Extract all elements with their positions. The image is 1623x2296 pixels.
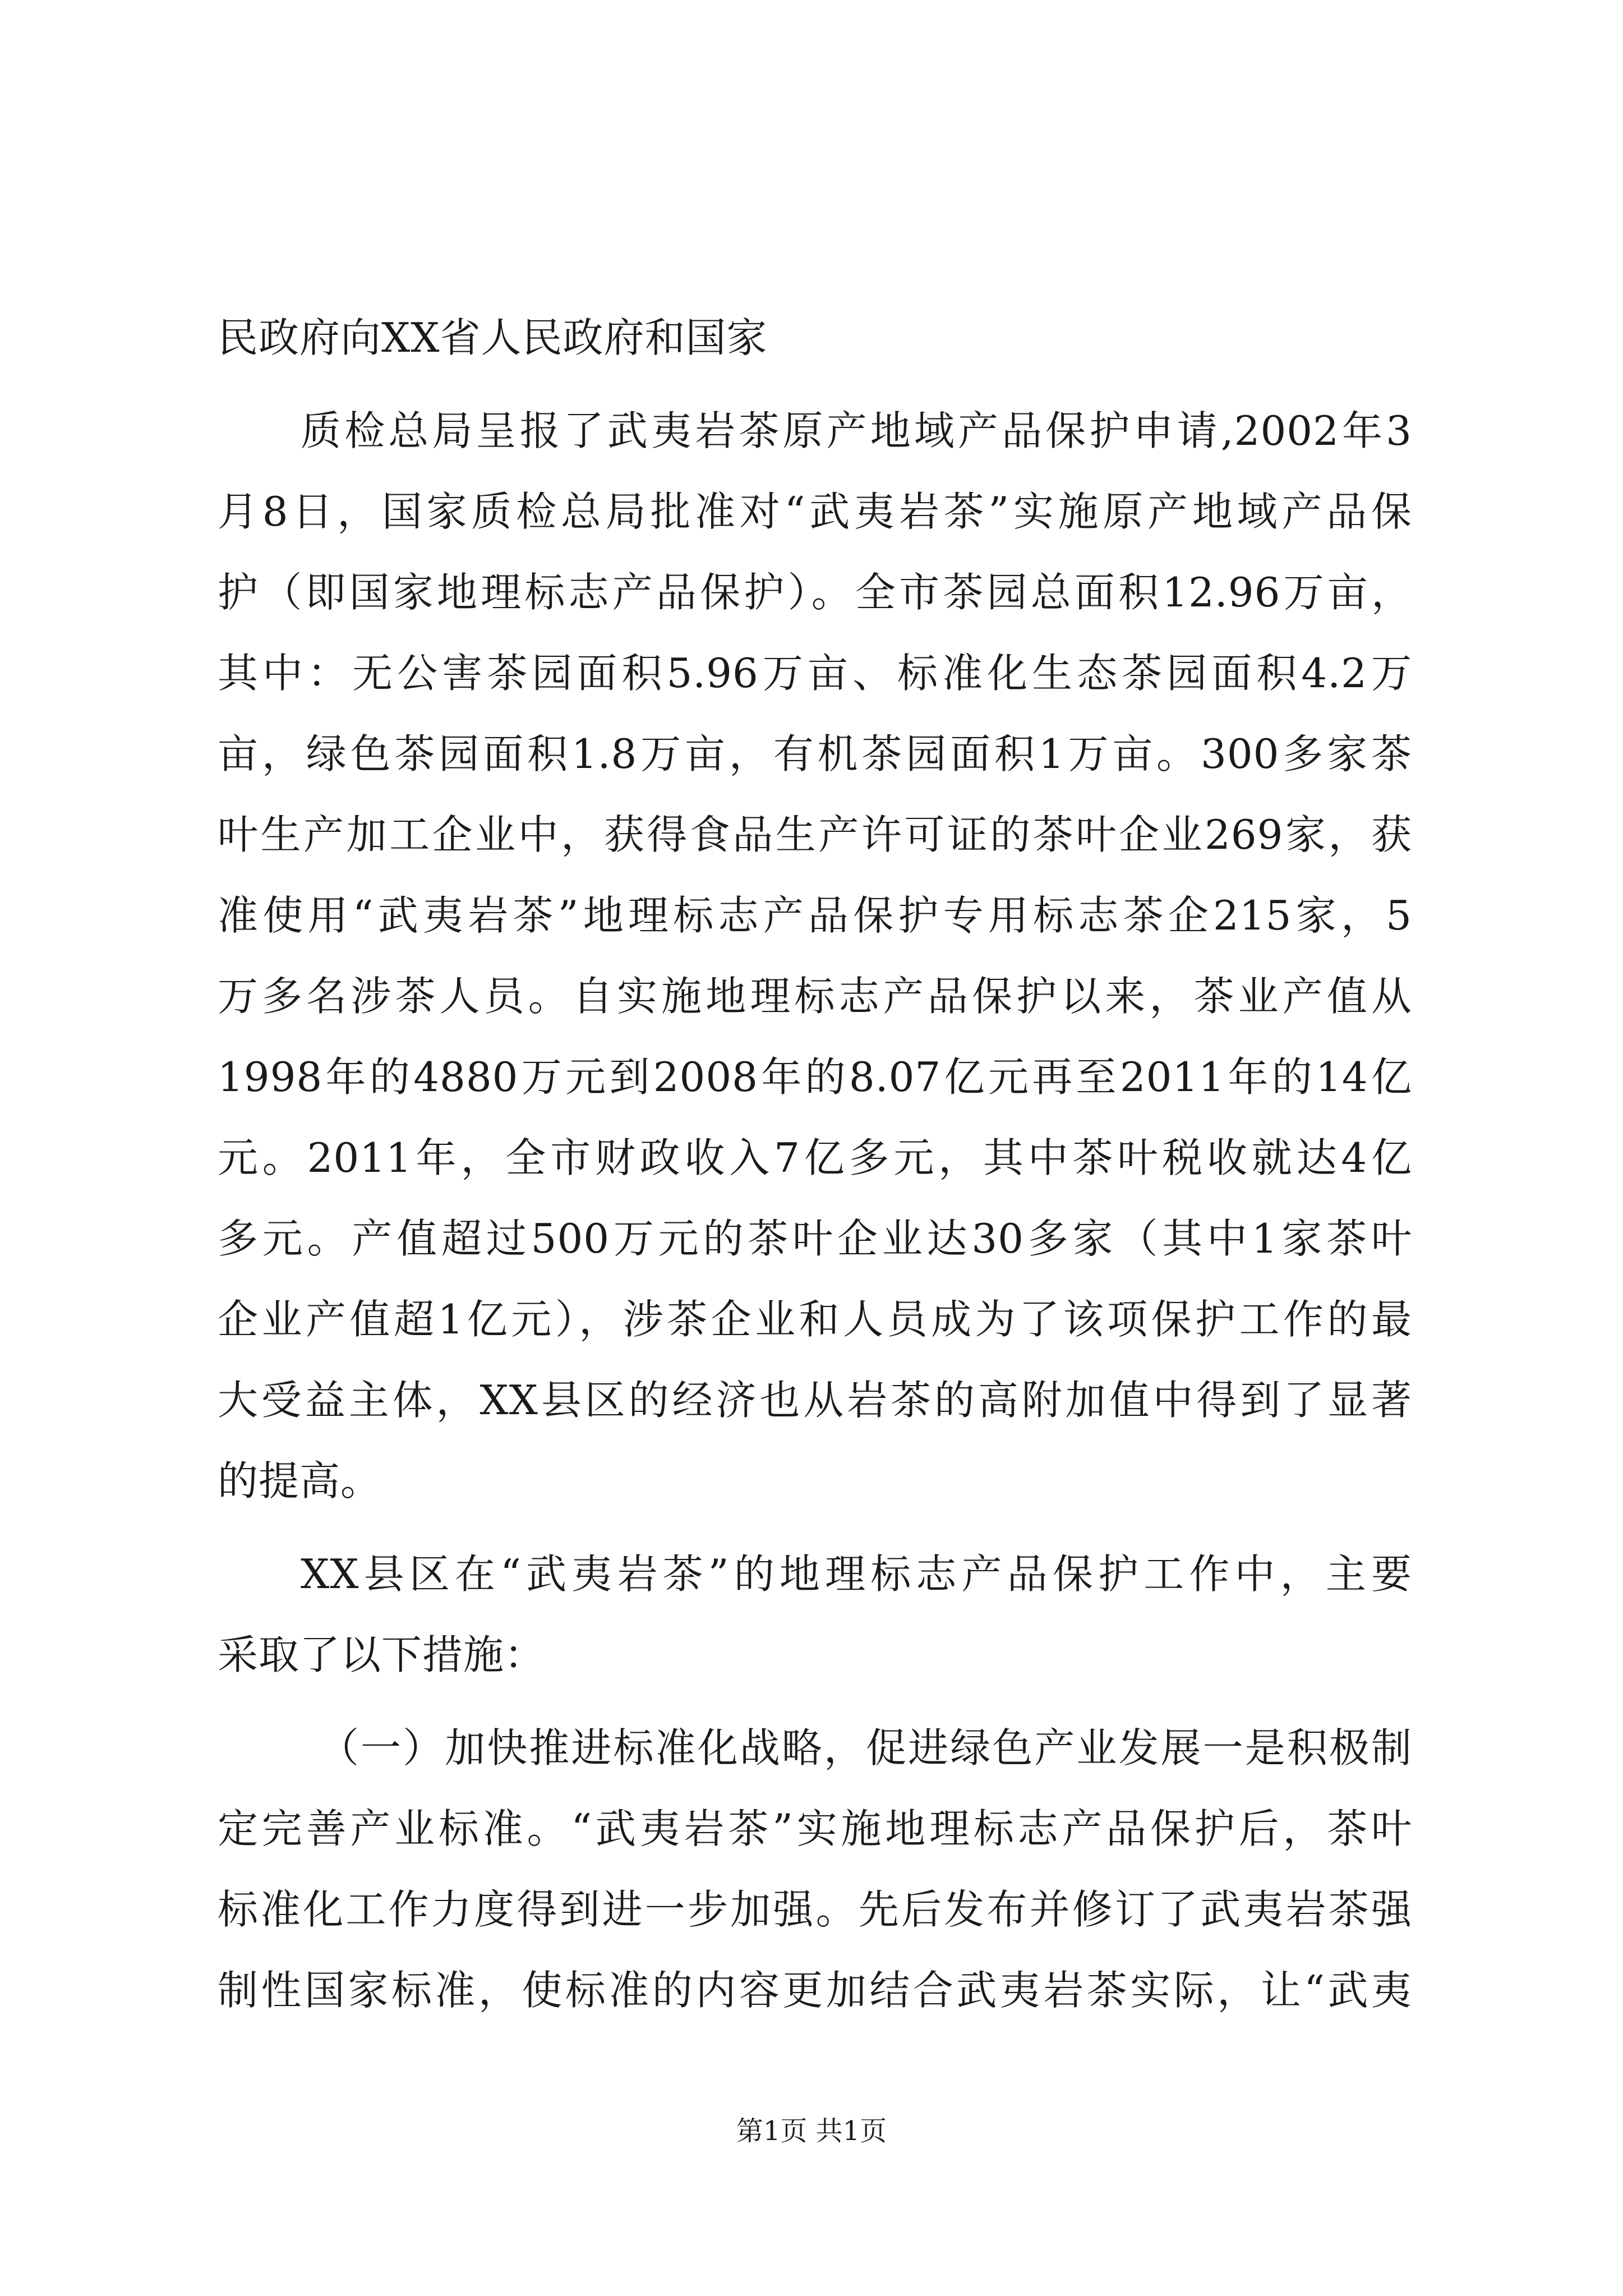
text-line: 多元。产值超过500万元的茶叶企业达30多家（其中1家茶叶 bbox=[218, 1215, 1412, 1262]
text-line: 采取了以下措施： bbox=[218, 1631, 546, 1678]
text-line: 企业产值超1亿元），涉茶企业和人员成为了该项保护工作的最 bbox=[218, 1296, 1412, 1343]
text-line: 元。2011年，全市财政收入7亿多元，其中茶叶税收就达4亿 bbox=[218, 1134, 1412, 1181]
text-line: 1998年的4880万元到2008年的8.07亿元再至2011年的14亿 bbox=[218, 1053, 1412, 1101]
text-line: 万多名涉茶人员。自实施地理标志产品保护以来，茶业产值从 bbox=[218, 973, 1412, 1020]
document-body bbox=[218, 297, 1412, 2031]
text-line: 定完善产业标准。“武夷岩茶”实施地理标志产品保护后，茶叶 bbox=[218, 1805, 1412, 1852]
text-line: 月8日，国家质检总局批准对“武夷岩茶”实施原产地域产品保 bbox=[218, 488, 1412, 535]
text-line: 其中：无公害茶园面积5.96万亩、标准化生态茶园面积4.2万 bbox=[218, 650, 1412, 697]
text-line: 民政府向XX省人民政府和国家 bbox=[218, 314, 768, 361]
text-line: （一）加快推进标准化战略，促进绿色产业发展一是积极制 bbox=[319, 1724, 1412, 1772]
text-line: XX县区在“武夷岩茶”的地理标志产品保护工作中，主要 bbox=[301, 1550, 1412, 1598]
text-line: 制性国家标准，使标准的内容更加结合武夷岩茶实际，让“武夷 bbox=[218, 1967, 1412, 2014]
page-number-footer: 第1页 共1页 bbox=[736, 2115, 887, 2147]
text-line: 标准化工作力度得到进一步加强。先后发布并修订了武夷岩茶强 bbox=[218, 1886, 1412, 1933]
text-line: 质检总局呈报了武夷岩茶原产地域产品保护申请,2002年3 bbox=[301, 407, 1412, 454]
text-line: 准使用“武夷岩茶”地理标志产品保护专用标志茶企215家，5 bbox=[218, 892, 1412, 939]
text-line: 的提高。 bbox=[218, 1457, 382, 1504]
text-line: 亩，绿色茶园面积1.8万亩，有机茶园面积1万亩。300多家茶 bbox=[218, 730, 1412, 777]
text-line: 护（即国家地理标志产品保护）。全市茶园总面积12.96万亩， bbox=[218, 569, 1412, 616]
text-line: 大受益主体，XX县区的经济也从岩茶的高附加值中得到了显著 bbox=[218, 1377, 1412, 1424]
text-line: 叶生产加工企业中，获得食品生产许可证的茶叶企业269家，获 bbox=[218, 811, 1412, 858]
